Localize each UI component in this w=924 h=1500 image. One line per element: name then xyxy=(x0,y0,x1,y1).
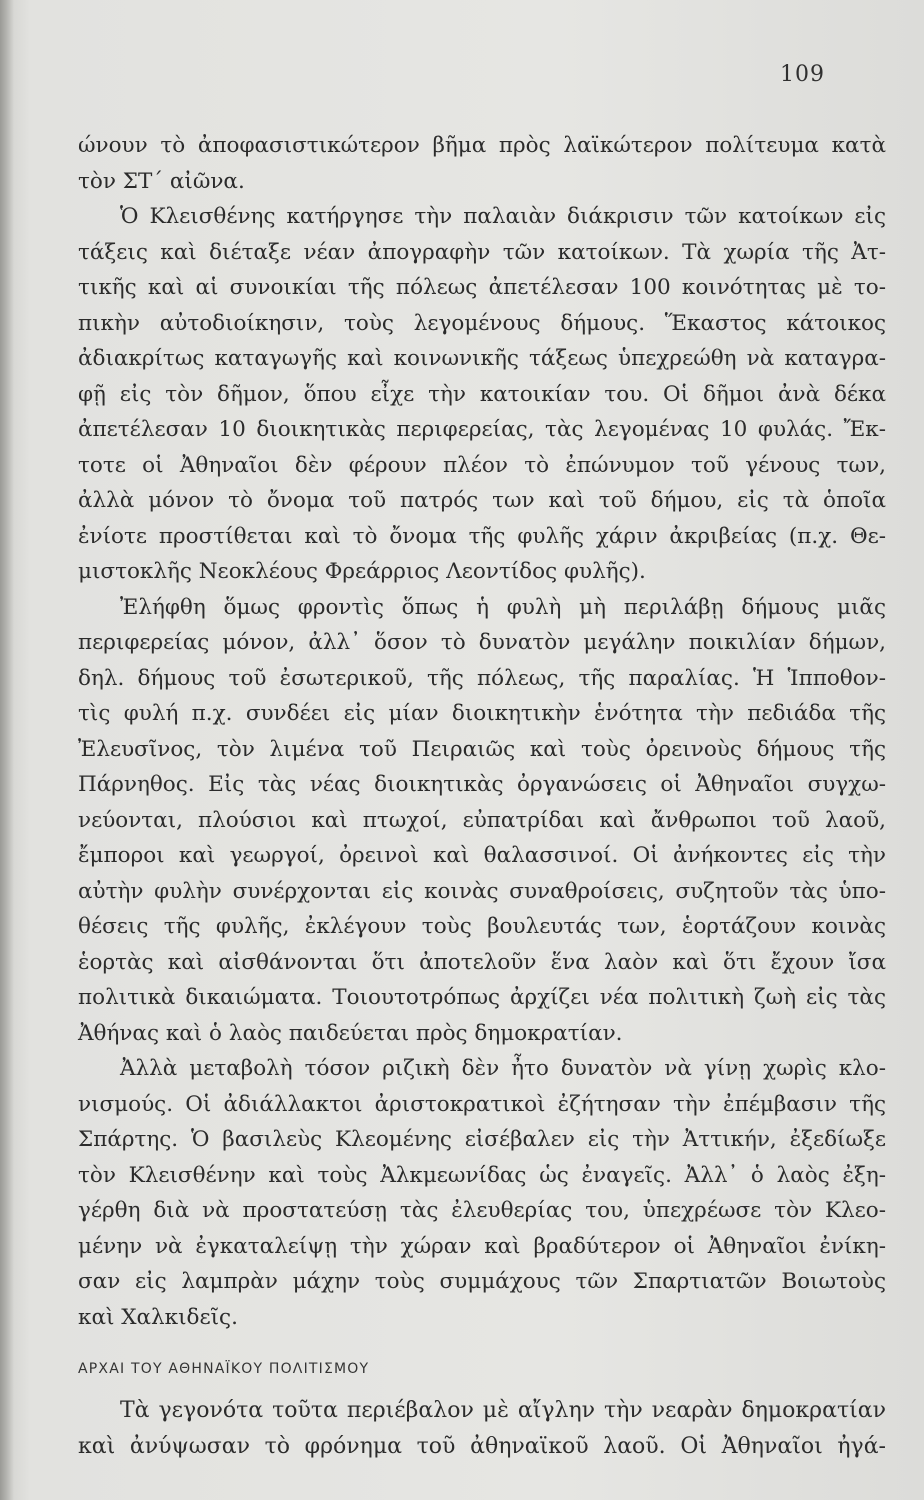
text-line: Σπάρτης. Ὁ βασιλεὺς Κλεομένης εἰσέβαλεν εἰς τὴν Ἀττικήν, ἐξεδίωξε xyxy=(78,1127,886,1152)
text-line: θέσεις τῆς φυλῆς, ἐκλέγουν τοὺς βουλευτάς των, ἑορτάζουν κοινὰς xyxy=(78,914,886,939)
section-heading: ΑΡΧΑΙ ΤΟΥ ΑΘΗΝΑΪΚΟΥ ΠΟΛΙΤΙΣΜΟΥ xyxy=(78,1361,370,1377)
paragraph-2 xyxy=(78,199,904,590)
text-line: ἑορτὰς καὶ αἰσθάνονται ὅτι ἀποτελοῦν ἕνα λαὸν καὶ ὅτι ἔχουν ἴσα xyxy=(78,949,886,975)
text-line: ἀπετέλεσαν 10 διοικητικὰς περιφερείας, τὰς λεγομένας 10 φυλάς. Ἔκ- xyxy=(78,417,886,442)
text-line: νεύονται, πλούσιοι καὶ πτωχοί, εὐπατρίδαι καὶ ἄνθρωποι τοῦ λαοῦ, xyxy=(78,807,886,833)
text-line: πικὴν αὐτοδιοίκησιν, τοὺς λεγομένους δήμους. Ἕκαστος κάτοικος xyxy=(78,310,886,336)
paragraph-3 xyxy=(78,590,904,1052)
page-body xyxy=(78,128,904,1464)
text-line: τὸν ΣΤ΄ αἰῶνα. xyxy=(78,168,245,194)
text-line: καὶ ἀνύψωσαν τὸ φρόνημα τοῦ ἀθηναϊκοῦ λαοῦ. Οἱ Ἀθηναῖοι ἠγά- xyxy=(78,1433,886,1459)
paragraph-5 xyxy=(78,1393,904,1464)
text-line: τικῆς καὶ αἱ συνοικίαι τῆς πόλεως ἀπετέλεσαν 100 κοινότητας μὲ το- xyxy=(78,275,886,300)
text-line: ώνουν τὸ ἀποφασιστικώτερον βῆμα πρὸς λαϊκώτερον πολίτευμα κατὰ xyxy=(78,133,886,158)
text-line: φῇ εἰς τὸν δῆμον, ὅπου εἶχε τὴν κατοικίαν του. Οἱ δῆμοι ἀνὰ δέκα xyxy=(78,381,886,407)
paragraph-4 xyxy=(78,1051,904,1335)
text-line: τοτε οἱ Ἀθηναῖοι δὲν φέρουν πλέον τὸ ἐπώνυμον τοῦ γένους των, xyxy=(78,452,886,478)
text-line: ἀδιακρίτως καταγωγῆς καὶ κοινωνικῆς τάξεως ὑπεχρεώθη νὰ καταγρα- xyxy=(78,346,886,371)
page-edge-shadow xyxy=(0,0,14,1500)
text-line: σαν εἰς λαμπρὰν μάχην τοὺς συμμάχους τῶν Σπαρτιατῶν Βοιωτοὺς xyxy=(78,1269,886,1294)
text-line: Ὁ Κλεισθένης κατήργησε τὴν παλαιὰν διάκρισιν τῶν κατοίκων εἰς xyxy=(120,204,886,229)
text-line: τὶς φυλή π.χ. συνδέει εἰς μίαν διοικητικὴν ἑνότητα τὴν πεδιάδα τῆς xyxy=(78,701,886,726)
text-line: πολιτικὰ δικαιώματα. Τοιουτοτρόπως ἀρχίζει νέα πολιτικὴ ζωὴ εἰς τὰς xyxy=(78,985,886,1010)
paragraph-1 xyxy=(78,128,904,199)
text-line: Πάρνηθος. Εἰς τὰς νέας διοικητικὰς ὀργανώσεις οἱ Ἀθηναῖοι συγχω- xyxy=(78,772,886,797)
text-line: Τὰ γεγονότα τοῦτα περιέβαλον μὲ αἴγλην τὴν νεαρὰν δημοκρατίαν xyxy=(120,1398,886,1423)
text-line: περιφερείας μόνον, ἀλλ᾿ ὅσον τὸ δυνατὸν μεγάλην ποικιλίαν δήμων, xyxy=(78,630,886,655)
text-line: τὸν Κλεισθένην καὶ τοὺς Ἀλκμεωνίδας ὡς ἐναγεῖς. Ἀλλ᾿ ὁ λαὸς ἐξη- xyxy=(78,1162,886,1188)
text-line: ἔμποροι καὶ γεωργοί, ὀρεινοὶ καὶ θαλασσινοί. Οἱ ἀνήκοντες εἰς τὴν xyxy=(78,843,886,868)
text-line: Ἐλευσῖνος, τὸν λιμένα τοῦ Πειραιῶς καὶ τοὺς ὀρεινοὺς δήμους τῆς xyxy=(78,736,886,762)
page-number: 109 xyxy=(780,62,825,87)
text-line: Ἐλήφθη ὅμως φροντὶς ὅπως ἡ φυλὴ μὴ περιλάβῃ δήμους μιᾶς xyxy=(120,594,886,620)
text-line: καὶ Χαλκιδεῖς. xyxy=(78,1304,238,1330)
text-line: δηλ. δήμους τοῦ ἐσωτερικοῦ, τῆς πόλεως, τῆς παραλίας. Ἡ Ἱπποθον- xyxy=(78,665,886,691)
text-line: ἀλλὰ μόνον τὸ ὄνομα τοῦ πατρός των καὶ τοῦ δήμου, εἰς τὰ ὁποῖα xyxy=(78,488,886,513)
text-line: μένην νὰ ἐγκαταλείψῃ τὴν χώραν καὶ βραδύτερον οἱ Ἀθηναῖοι ἐνίκη- xyxy=(78,1233,886,1259)
text-line: νισμούς. Οἱ ἀδιάλλακτοι ἀριστοκρατικοὶ ἐζήτησαν τὴν ἐπέμβασιν τῆς xyxy=(78,1091,886,1117)
text-line: Ἀθήνας καὶ ὁ λαὸς παιδεύεται πρὸς δημοκρατίαν. xyxy=(78,1020,623,1046)
text-line: γέρθη διὰ νὰ προστατεύσῃ τὰς ἐλευθερίας του, ὑπεχρέωσε τὸν Κλεο- xyxy=(78,1198,886,1223)
text-line: μιστοκλῆς Νεοκλέους Φρεάρριος Λεοντίδος φυλῆς). xyxy=(78,559,646,584)
text-line: αὐτὴν φυλὴν συνέρχονται εἰς κοινὰς συναθροίσεις, συζητοῦν τὰς ὑπο- xyxy=(78,878,886,904)
text-line: τάξεις καὶ διέταξε νέαν ἀπογραφὴν τῶν κατοίκων. Τὰ χωρία τῆς Ἀτ- xyxy=(78,239,886,265)
text-line: ἐνίοτε προστίθεται καὶ τὸ ὄνομα τῆς φυλῆς χάριν ἀκριβείας (π.χ. Θε- xyxy=(78,523,886,549)
text-line: Ἀλλὰ μεταβολὴ τόσον ριζικὴ δὲν ἦτο δυνατὸν νὰ γίνῃ χωρὶς κλο- xyxy=(120,1056,886,1081)
